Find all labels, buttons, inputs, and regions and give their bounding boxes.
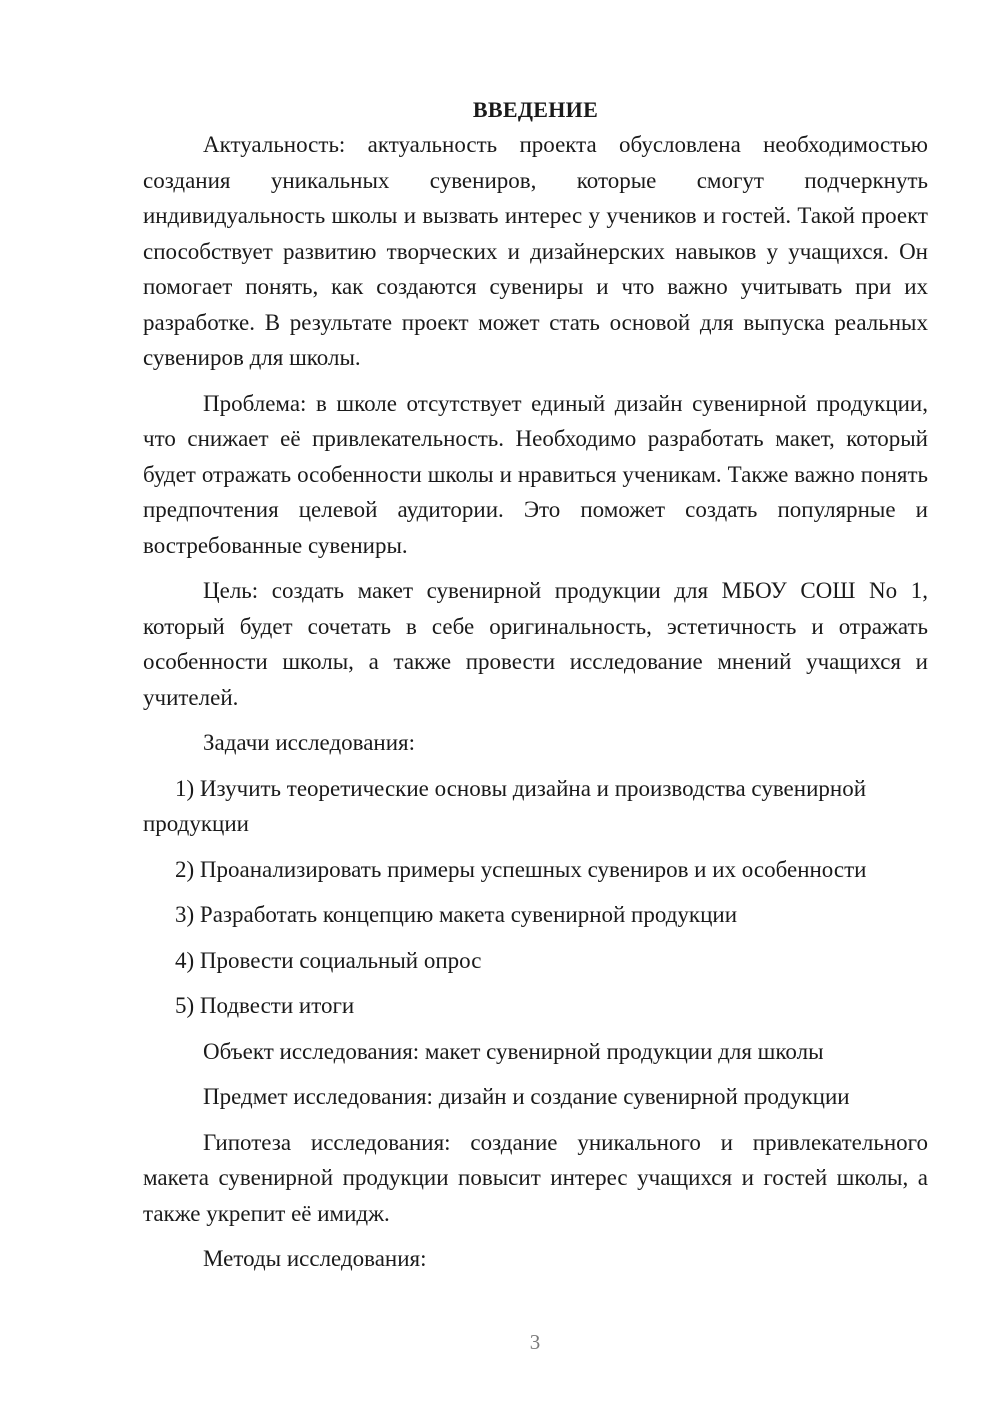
task-item-2: 2) Проанализировать примеры успешных сувениров и их особенности — [175, 856, 867, 882]
relevance-paragraph: Актуальность: актуальность проекта обусловлена необходимостью создания уникальных сувениров, которые смогут подчеркнуть индивидуальность школы и вызвать интерес у учеников и гостей. Такой проект способствует развитию творческих и дизайнерских навыков у учащихся. Он помогает понять, как создаются сувениры и что важно учитывать при их разработке. В результате проект может стать основой для выпуска реальных сувениров для школы. — [143, 132, 928, 370]
hypothesis-paragraph: Гипотеза исследования: создание уникального и привлекательного макета сувенирной продукции повысит интерес учащихся и гостей школы, а также укрепит её имидж. — [143, 1129, 928, 1226]
subject-paragraph: Предмет исследования: дизайн и создание сувенирной продукции — [203, 1084, 850, 1109]
page-number: 3 — [529, 1330, 541, 1354]
methods-title: Методы исследования: — [203, 1246, 427, 1271]
document-page — [143, 92, 928, 1287]
section-heading: ВВЕДЕНИЕ — [472, 97, 599, 122]
goal-paragraph: Цель: создать макет сувенирной продукции для МБОУ СОШ No 1, который будет сочетать в себе оригинальность, эстетичность и отражать особенности школы, а также провести исследование мнений учащихся и учителей. — [143, 578, 928, 710]
problem-paragraph: Проблема: в школе отсутствует единый дизайн сувенирной продукции, что снижает её привлекательность. Необходимо разработать макет, который будет отражать особенности школы и нравиться ученикам. Также важно понять предпочтения целевой аудитории. Это поможет создать популярные и востребованные сувениры. — [143, 390, 928, 558]
task-item-4: 4) Провести социальный опрос — [175, 947, 482, 973]
task-item-1: 1) Изучить теоретические основы дизайна и производства сувенирной продукции — [143, 775, 866, 836]
tasks-title: Задачи исследования: — [203, 730, 416, 755]
object-paragraph: Объект исследования: макет сувенирной продукции для школы — [203, 1038, 824, 1064]
task-item-5: 5) Подвести итоги — [175, 993, 355, 1018]
task-item-3: 3) Разработать концепцию макета сувенирной продукции — [175, 902, 738, 927]
